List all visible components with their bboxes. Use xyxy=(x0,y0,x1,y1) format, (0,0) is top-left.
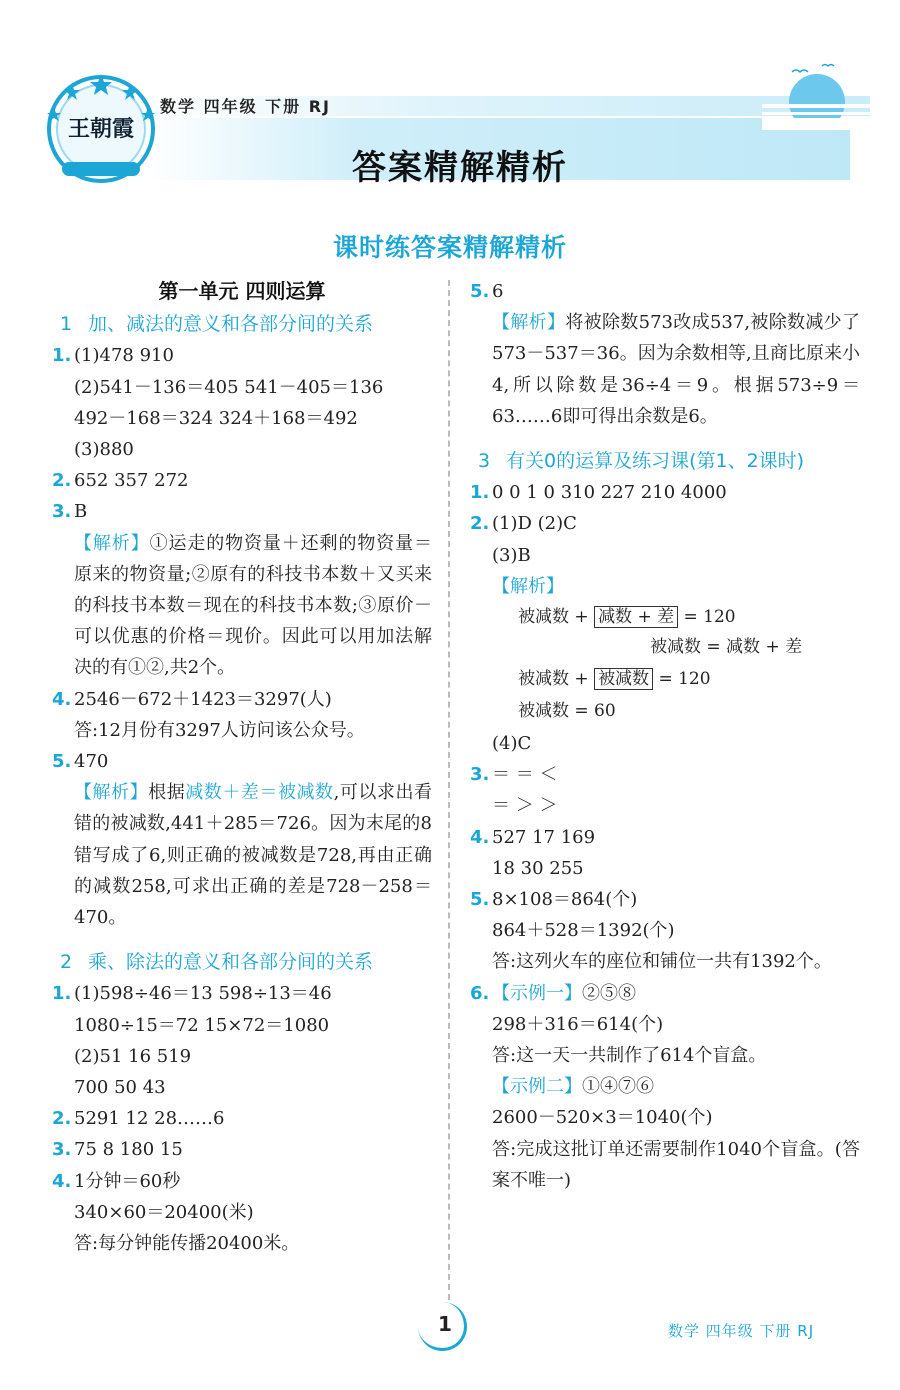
lesson-heading-2: 2 乘、除法的意义和各部分间的关系 xyxy=(60,951,374,974)
answer-line: 700 50 43 xyxy=(74,1077,166,1099)
answer-item: 1. (1)598÷46＝13 598÷13＝46 xyxy=(52,983,332,1005)
left-column xyxy=(52,276,432,1259)
answer-line: 【示例二】①④⑦⑥ xyxy=(492,1076,654,1098)
answer-item: 5. 8×108＝864(个) xyxy=(470,889,638,911)
answer-line: (2)541－136＝405 541－405＝136 xyxy=(74,376,384,398)
answer-line: (3)B xyxy=(492,544,531,566)
page-header xyxy=(0,0,900,200)
answer-line: 18 30 255 xyxy=(492,857,584,879)
answer-line: 492－168＝324 324＋168＝492 xyxy=(74,407,358,429)
explanation: 【解析】①运走的物资量＋还剩的物资量＝原来的物资量;②原有的科技书本数＋又买来的科技书本数＝现在的科技书本数;③原价－可以优惠的价格＝现价。因此可以用加法解决的有①②,共2个。 xyxy=(74,532,433,679)
diagram-row: 被减数 = 减数 + 差 xyxy=(650,637,803,658)
answer-line: 答:每分钟能传播20400米。 xyxy=(74,1233,300,1255)
sunrise-icon xyxy=(762,60,872,130)
example-tag: 【示例一】 xyxy=(492,982,582,1004)
answer-line: 答:完成这批订单还需要制作1040个盲盒。(答案不唯一) xyxy=(492,1138,860,1191)
answer-item: 1. 0 0 1 0 310 227 210 4000 xyxy=(470,482,727,504)
explanation-tag: 【解析】 xyxy=(492,312,566,334)
answer-line: 答:这一天一共制作了614个盲盒。 xyxy=(492,1045,767,1067)
svg-text:王朝霞: 王朝霞 xyxy=(67,117,135,142)
answer-line: 340×60＝20400(米) xyxy=(74,1201,254,1223)
answer-line: (3)880 xyxy=(74,439,134,461)
publisher-logo xyxy=(42,70,160,188)
answer-line: 2600－520×3＝1040(个) xyxy=(492,1107,713,1129)
answer-item: 2. (1)D (2)C xyxy=(470,513,577,535)
answer-line: (2)51 16 519 xyxy=(74,1045,192,1067)
answer-line: ＝ ＞ ＞ xyxy=(492,795,558,817)
answer-item: 4. 527 17 169 xyxy=(470,826,596,848)
explanation-tag: 【解析】 xyxy=(74,532,150,554)
answer-item: 3. B xyxy=(52,501,88,523)
column-divider xyxy=(448,280,450,1300)
right-column xyxy=(470,276,860,1196)
boxed-expression: 被减数 xyxy=(594,668,653,690)
explanation: 【解析】将被除数573改成537,被除数减少了573－537＝36。因为余数相等,且商比原来小4,所以除数是36÷4＝9。根据573÷9＝63……6即可得出余数是6。 xyxy=(492,312,860,427)
answer-item: 6. 【示例一】②⑤⑧ xyxy=(470,982,636,1004)
section-title: 课时练答案精解精析 xyxy=(332,233,567,262)
diagram-row: 被减数 + 被减数 = 120 xyxy=(518,669,711,690)
answer-line: 答:这列火车的座位和铺位一共有1392个。 xyxy=(492,951,832,973)
answer-item: 1. (1)478 910 xyxy=(52,345,174,367)
explanation-tag: 【解析】 xyxy=(74,782,149,804)
header-title: 答案精解精析 xyxy=(352,148,568,188)
answer-line: (4)C xyxy=(492,733,532,755)
example-tag: 【示例二】 xyxy=(492,1076,582,1098)
answer-item: 5. 470 xyxy=(52,751,109,773)
page-number: 1 xyxy=(438,1312,452,1336)
answer-item: 3. 75 8 180 15 xyxy=(52,1139,183,1161)
diagram-row: 被减数 = 60 xyxy=(518,701,616,722)
answer-line: 298＋316＝614(个) xyxy=(492,1013,664,1035)
answer-line: 864＋528＝1392(个) xyxy=(492,920,675,942)
answer-line: 答:12月份有3297人访问该公众号。 xyxy=(74,719,365,741)
lesson-heading-1: 1 加、减法的意义和各部分间的关系 xyxy=(60,313,374,336)
equation-diagram xyxy=(492,602,860,722)
answer-item: 3. ＝ ＝ ＜ xyxy=(470,764,558,786)
explanation: 【解析】根据减数＋差＝被减数,可以求出看错的被减数,441＋285＝726。因为末尾的8错写成了6,则正确的被减数是728,再由正确的减数258,可求出正确的差是728－258＝470。 xyxy=(74,782,433,929)
answer-item: 2. 652 357 272 xyxy=(52,470,189,492)
header-meta: 数学 四年级 下册 RJ xyxy=(160,97,331,116)
answer-item: 4. 2546－672＋1423＝3297(人) xyxy=(52,688,332,710)
footer-meta: 数学 四年级 下册 RJ xyxy=(668,1322,815,1340)
answer-item: 4. 1分钟＝60秒 xyxy=(52,1170,181,1192)
explanation-tag: 【解析】 xyxy=(492,575,564,597)
boxed-expression: 减数 + 差 xyxy=(594,606,678,628)
diagram-row: 被减数 + 减数 + 差 = 120 xyxy=(518,607,736,628)
highlighted-formula: 减数＋差＝被减数 xyxy=(185,782,334,804)
answer-item: 5. 6 xyxy=(470,281,504,302)
answer-line: 1080÷15＝72 15×72＝1080 xyxy=(74,1014,330,1036)
lesson-heading-3: 3 有关0的运算及练习课(第1、2课时) xyxy=(478,450,805,473)
answer-item: 2. 5291 12 28……6 xyxy=(52,1108,225,1130)
unit-title: 第一单元 四则运算 xyxy=(158,279,326,303)
